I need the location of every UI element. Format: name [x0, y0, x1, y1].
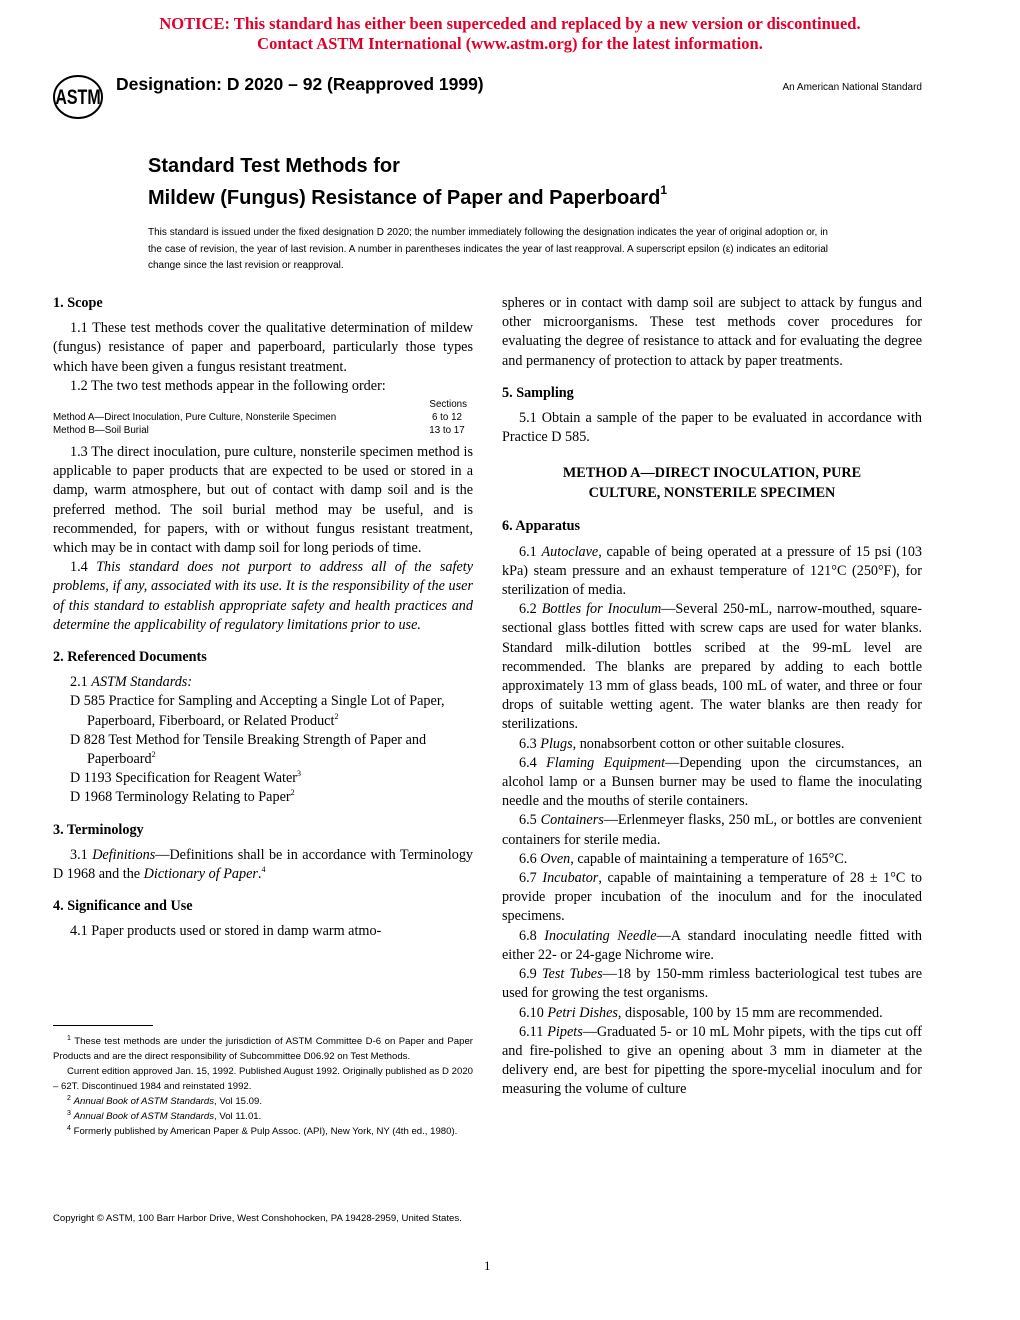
reference-item: D 1968 Terminology Relating to Paper$^2$ — [70, 788, 295, 806]
paragraph-3-1: 3.1 Definitions—Definitions shall be in accordance with Terminology D 1968 and the Dictionary of Paper.$^4$ — [53, 846, 474, 883]
paragraph-5-1: 5.1 Obtain a sample of the paper to be evaluated in accordance with Practice D 585. — [502, 410, 922, 446]
discontinued-notice — [0, 14, 1020, 54]
footnote-2: $^2$ Annual Book of ASTM Standards, Vol 15.09. — [67, 1095, 263, 1107]
notice-line-2: Contact ASTM International (www.astm.org) for the latest information. — [257, 34, 763, 53]
methods-table-header: Sections — [429, 399, 467, 411]
national-standard-label: An American National Standard — [782, 82, 922, 93]
apparatus-item: 6.10 Petri Dishes, disposable, 100 by 15 mm are recommended. — [519, 1004, 883, 1021]
footnote-divider — [53, 1025, 153, 1026]
apparatus-item: 6.3 Plugs, nonabsorbent cotton or other suitable closures. — [519, 735, 845, 752]
paragraph-4-1: 4.1 Paper products used or stored in damp warm atmo- — [70, 923, 382, 940]
paragraph-1-2: 1.2 The two test methods appear in the following order: — [70, 377, 386, 394]
issuance-note: This standard is issued under the fixed designation D 2020; the number immediately following the designation indicates the year of original adoption or, in the case of revision, the year of last revision. A number in parentheses indicates the year of last reapproval. A superscript epsilon (ε) indicates an editorial change since the last revision or reapproval. — [148, 227, 828, 271]
apparatus-item: 6.1 Autoclave, capable of being operated at a pressure of 15 psi (103 kPa) steam pressure and an exhaust temperature of 121°C (250°F), for sterilization of media. — [502, 543, 923, 599]
page-number: 1 — [484, 1258, 491, 1273]
title-line-2: Mildew (Fungus) Resistance of Paper and Paperboard$^1$ — [148, 183, 668, 209]
designation: Designation: D 2020 – 92 (Reapproved 1999) — [116, 74, 484, 94]
notice-line-1: NOTICE: This standard has either been superceded and replaced by a new version or discontinued. — [159, 14, 861, 33]
astm-logo-icon — [52, 74, 104, 120]
footnotes — [53, 1034, 473, 1139]
paragraph-1-4: 1.4 This standard does not purport to address all of the safety problems, if any, associated with its use. It is the responsibility of the user of this standard to establish appropriate safety and health practices and determine the applicability of regulatory limitations prior to use. — [53, 559, 473, 633]
method-a-heading: METHOD A—DIRECT INOCULATION, PURE CULTURE, NONSTERILE SPECIMEN — [562, 465, 862, 502]
footnote-1-continued: Current edition approved Jan. 15, 1992. Published August 1992. Originally published as D 2020 – 62T. Discontinued 1984 and reinstated 1992. — [53, 1066, 473, 1092]
copyright-line: Copyright © ASTM, 100 Barr Harbor Drive, West Conshohocken, PA 19428-2959, United States. — [53, 1213, 462, 1224]
paragraph-1-3: 1.3 The direct inoculation, pure culture, nonsterile specimen method is applicable to paper products that are expected to be used or stored in a damp, warm atmosphere, but out of contact with damp soil and is the preferred method. The soil burial method may be useful, and is recommended, for papers, with or without fungus resistant treatment, which may be in contact with damp soil for long periods of time. — [53, 444, 473, 557]
apparatus-item: 6.8 Inoculating Needle—A standard inoculating needle fitted with either 22- or 24-gage Nichrome wire. — [502, 927, 922, 963]
footnote-1: $^1$ These test methods are under the jurisdiction of ASTM Committee D-6 on Paper and Paper Products and are the direct responsibility of Subcommittee D06.92 on Test Methods. — [53, 1035, 473, 1062]
reference-item: D 1193 Specification for Reagent Water$^3$ — [70, 769, 301, 787]
apparatus-item: 6.7 Incubator, capable of maintaining a temperature of 28 ± 1°C to provide proper incubation of the inoculum and for the inoculated specimens. — [502, 870, 923, 925]
document-title — [148, 154, 667, 210]
section-heading-significance: 4. Significance and Use — [53, 898, 193, 915]
paragraph-4-1-continued: spheres or in contact with damp soil are subject to attack by fungus and other microorganisms. These test methods cover procedures for evaluating the degree of resistance to attack and for evaluating the degree and permanency of protection to attack by paper treatments. — [502, 295, 922, 369]
reference-item: D 585 Practice for Sampling and Accepting a Single Lot of Paper, Paperboard, Fiberboard, or Related Product$^2$ — [70, 693, 445, 729]
paragraph-1-1: 1.1 These test methods cover the qualitative determination of mildew (fungus) resistance of paper and paperboard, particularly those types which have been given a fungus resistant treatment. — [53, 320, 473, 375]
footnote-4: $^4$ Formerly published by American Paper & Pulp Assoc. (API), New York, NY (4th ed., 1980). — [67, 1125, 458, 1137]
apparatus-item: 6.6 Oven, capable of maintaining a temperature of 165°C. — [519, 850, 848, 867]
methods-table — [53, 398, 473, 437]
right-column — [502, 294, 922, 1100]
section-heading-sampling: 5. Sampling — [502, 384, 574, 401]
apparatus-item: 6.9 Test Tubes—18 by 150-mm rimless bacteriological test tubes are used for growing the test organisms. — [502, 966, 922, 1002]
section-heading-referenced-documents: 2. Referenced Documents — [53, 649, 207, 666]
title-line-1: Standard Test Methods for — [148, 155, 400, 177]
methods-table-row: Method B—Soil Burial 13 to 17 — [53, 425, 465, 437]
footnote-3: $^3$ Annual Book of ASTM Standards, Vol 11.01. — [67, 1110, 262, 1122]
apparatus-item: 6.2 Bottles for Inoculum—Several 250-mL, narrow-mouthed, square-sectional glass bottles fitted with screw caps are used for water blanks. Standard milk-dilution bottles scribed at the 99-mL level are recommended. The blanks are prepared by adding to each bottle approximately 13 mm of glass beads, 100 mL of water, and three or four drops of suitable wetting agent. The water blanks are then ready for sterilizations. — [502, 601, 923, 733]
section-heading-apparatus: 6. Apparatus — [502, 518, 581, 535]
section-heading-scope: 1. Scope — [53, 295, 103, 311]
section-heading-terminology: 3. Terminology — [53, 821, 144, 838]
methods-table-row: Method A—Direct Inoculation, Pure Culture, Nonsterile Specimen 6 to 12 — [53, 412, 462, 424]
svg-text:ASTM: ASTM — [55, 84, 101, 109]
apparatus-item: 6.4 Flaming Equipment—Depending upon the circumstances, an alcohol lamp or a Bunsen burner may be used to flame the inoculating needle and the mouths of sterile containers. — [502, 754, 923, 810]
reference-item: D 828 Test Method for Tensile Breaking Strength of Paper and Paperboard$^2$ — [70, 731, 427, 768]
paragraph-2-1: 2.1 ASTM Standards: — [70, 674, 193, 691]
left-column — [53, 294, 473, 942]
apparatus-item: 6.5 Containers—Erlenmeyer flasks, 250 mL, or bottles are convenient containers for sterile media. — [502, 812, 923, 848]
apparatus-item: 6.11 Pipets—Graduated 5- or 10 mL Mohr pipets, with the tips cut off and fire-polished to give an opening about 3 mm in diameter at the delivery end, are best for pipetting the spore-mycelial inoculum and for measuring the volume of culture — [502, 1023, 922, 1098]
